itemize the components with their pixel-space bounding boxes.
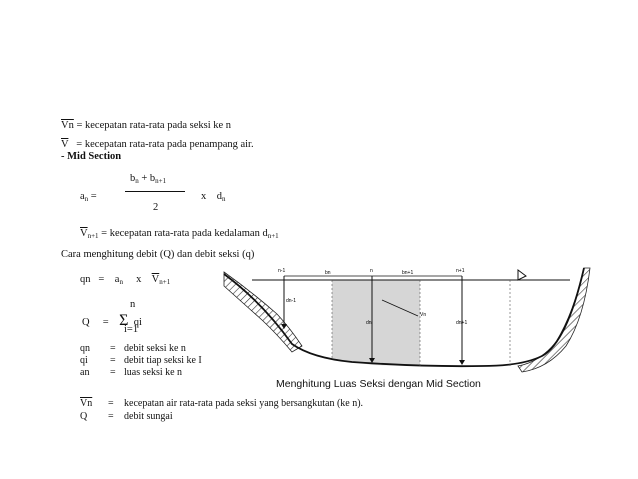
legend-text: luas seksi ke n [124, 367, 183, 378]
formula-symbol: d [216, 191, 222, 202]
formula-subscript: n [222, 195, 226, 203]
formula-symbol: a [80, 191, 85, 202]
formula-subscript: n+1 [87, 232, 99, 240]
eq-subscript: n [119, 278, 123, 286]
legend-item [80, 343, 186, 354]
formula-times: x [201, 191, 207, 202]
definition-operator: = [108, 411, 114, 422]
formula-subscript: n+1 [267, 232, 279, 240]
legend-text: debit seksi ke n [124, 343, 186, 354]
label-n-minus-1: n-1 [278, 268, 286, 274]
formula-equals: = [90, 191, 97, 202]
eq-times: x [136, 274, 142, 285]
definition-text: kecepatan rata-rata pada seksi ke n [85, 120, 232, 131]
formula-an-rhs [201, 191, 226, 203]
label-dn-plus-1: dn+1 [456, 320, 468, 326]
eq-symbol: qi [133, 317, 142, 328]
definition-symbol: $\overline{V}$ [61, 139, 69, 150]
legend-symbol: qn [80, 343, 90, 354]
water-level-icon [518, 270, 526, 280]
legend-text: debit tiap seksi ke I [124, 355, 202, 366]
eq-symbol: a [114, 274, 120, 285]
fraction-bar [125, 191, 185, 192]
formula-subscript: n+1 [155, 177, 167, 185]
definition-symbol: $\overline{Vn}$ [80, 398, 93, 409]
eq-subscript: n+1 [159, 278, 171, 286]
label-dn-minus-1: dn-1 [286, 298, 297, 304]
definition-vn [61, 120, 231, 131]
definition-symbol: $\overline{Vn}$ [61, 120, 74, 131]
definition-operator: = [108, 398, 114, 409]
section-heading: - Mid Section [61, 151, 122, 162]
definition-text: kecepatan air rata-rata pada seksi yang bersangkutan (ke n). [124, 398, 364, 409]
bottom-def [80, 411, 173, 422]
formula-symbol: + b [141, 173, 156, 184]
formula-subscript: n [135, 177, 139, 185]
arrow-down-icon [459, 360, 465, 365]
sum-top: n [130, 299, 136, 310]
label-n: n [370, 268, 373, 274]
formula-subscript: n [84, 195, 89, 203]
formula-vn1 [80, 228, 279, 240]
label-vn: Vn [420, 312, 427, 318]
eq-symbol: Q [82, 317, 90, 328]
definition-symbol: Q [80, 411, 88, 422]
definition-text: debit sungai [124, 411, 173, 422]
definition-operator: = [76, 139, 83, 150]
shaded-section [332, 280, 420, 366]
eq-equals: = [98, 274, 105, 285]
definition-v [61, 139, 254, 150]
legend-symbol: qi [80, 355, 88, 366]
legend-item [80, 355, 202, 366]
label-bn: bn [325, 270, 331, 276]
formula-an-numerator [130, 173, 166, 185]
definition-text: kecepatan rata-rata pada penampang air. [84, 139, 254, 150]
sum-bottom: i=1 [124, 324, 139, 335]
label-n-plus-1: n+1 [456, 268, 465, 274]
formula-symbol: $\overline{V}$ [80, 228, 88, 239]
right-bank [518, 268, 590, 372]
formula-an-lhs [80, 191, 97, 203]
legend-item [80, 367, 182, 378]
eq-equals: = [102, 317, 109, 328]
formula-text: = kecepatan rata-rata pada kedalaman d [101, 228, 268, 239]
calc-heading: Cara menghitung debit (Q) dan debit seksi (q) [61, 249, 255, 260]
diagram-caption: Menghitung Luas Seksi dengan Mid Section [276, 378, 481, 390]
legend-symbol: an [80, 367, 90, 378]
mid-section-diagram [222, 262, 592, 392]
formula-an-denominator: 2 [153, 202, 159, 213]
eq-symbol: qn [80, 274, 91, 285]
label-bn-plus-1: bn+1 [402, 270, 414, 276]
sigma-symbol: Σ [119, 312, 129, 329]
legend-operator: = [110, 343, 116, 354]
definition-operator: = [76, 120, 83, 131]
eq-qn [80, 274, 170, 286]
bottom-def [80, 398, 363, 409]
legend-operator: = [110, 367, 116, 378]
formula-symbol: b [130, 173, 136, 184]
eq-symbol: $\overline{V}$ [151, 274, 160, 285]
label-dn: dn [366, 320, 372, 326]
legend-operator: = [110, 355, 116, 366]
